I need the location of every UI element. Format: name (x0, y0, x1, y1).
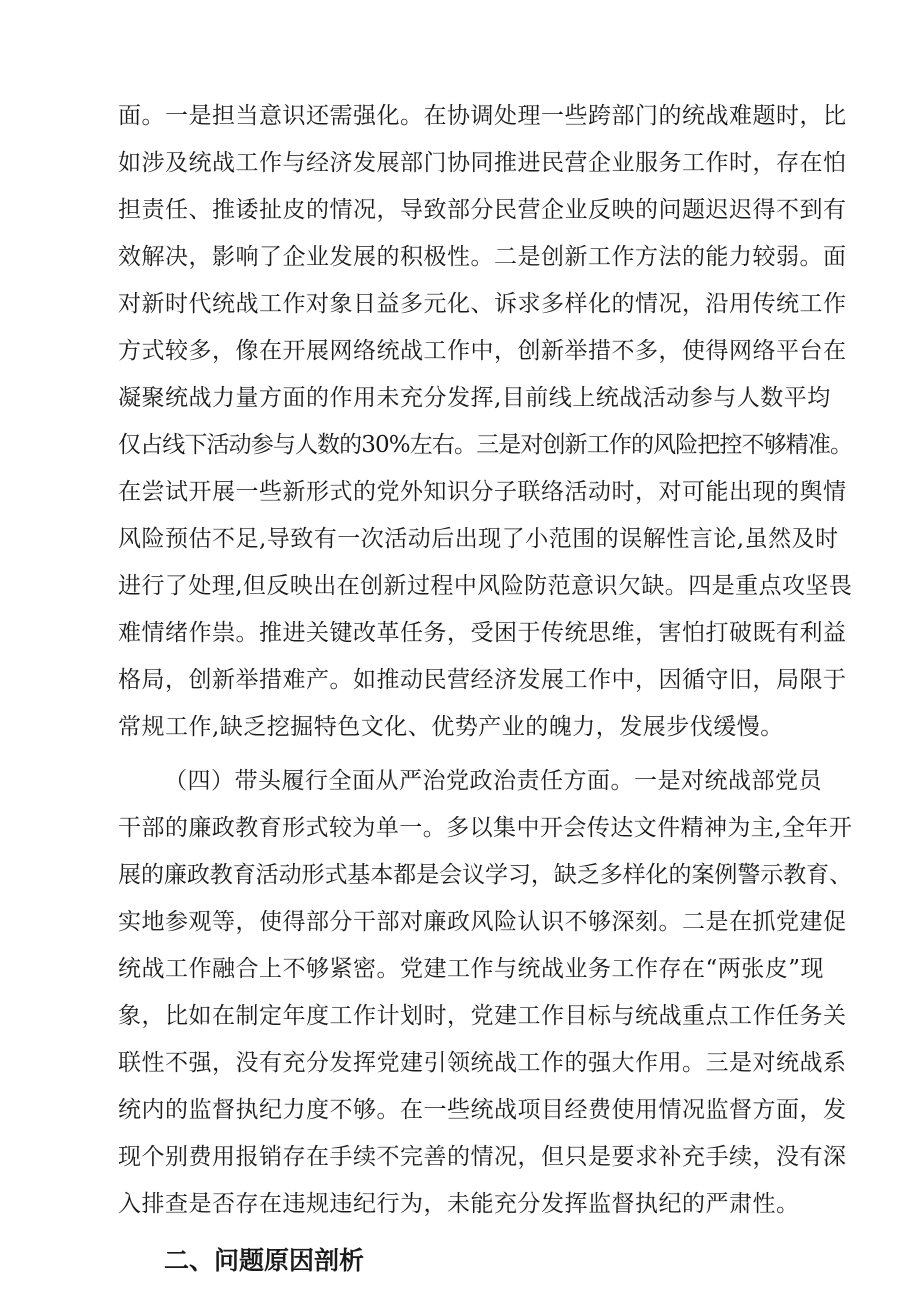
text-line: 现个别费用报销存在手续不完善的情况，但只是要求补充手续，没有深 (118, 1144, 847, 1170)
text-line: 面。一是担当意识还需强化。在协调处理一些跨部门的统战难题时，比 (118, 103, 847, 129)
text-line: 格局，创新举措难产。如推动民营经济发展工作中，因循守旧，局限于 (118, 667, 847, 693)
text-line: 常规工作,缺乏挖掘特色文化、优势产业的魄力，发展步伐缓慢。 (118, 714, 784, 740)
text-line: 担责任、推诿扯皮的情况，导致部分民营企业反映的问题迟迟得不到有 (118, 197, 847, 223)
text-line: 展的廉政教育活动形式基本都是会议学习，缺乏多样化的案例警示教育、 (118, 862, 852, 888)
text-line: 统内的监督执纪力度不够。在一些统战项目经费使用情况监督方面，发 (118, 1097, 847, 1123)
text-line: 方式较多，像在开展网络统战工作中，创新举措不多，使得网络平台在 (118, 338, 847, 364)
text-line: 风险预估不足,导致有一次活动后出现了小范围的误解性言论,虽然及时 (118, 526, 839, 552)
text-line: 凝聚统战力量方面的作用未充分发挥,目前线上统战活动参与人数平均 (118, 385, 831, 411)
text-line: 联性不强，没有充分发挥党建引领统战工作的强大作用。三是对统战系 (118, 1050, 847, 1076)
text-line: 进行了处理,但反映出在创新过程中风险防范意识欠缺。四是重点攻坚畏 (118, 573, 853, 599)
text-line: 统战工作融合上不够紧密。党建工作与统战业务工作存在“两张皮”现 (118, 956, 825, 982)
text-line: 干部的廉政教育形式较为单一。多以集中开会传达文件精神为主,全年开 (118, 815, 853, 841)
text-line: 对新时代统战工作对象日益多元化、诉求多样化的情况，沿用传统工作 (118, 291, 847, 317)
text-line: 效解决，影响了企业发展的积极性。二是创新工作方法的能力较弱。面 (118, 244, 847, 270)
text-line: 仅占线下活动参与人数的30%左右。三是对创新工作的风险把控不够精准。 (118, 432, 853, 458)
text-line: 如涉及统战工作与经济发展部门协同推进民营企业服务工作时，存在怕 (118, 150, 847, 176)
text-line: 象，比如在制定年度工作计划时，党建工作目标与统战重点工作任务关 (118, 1003, 847, 1029)
text-line: 实地参观等，使得部分干部对廉政风险认识不够深刻。二是在抓党建促 (118, 909, 847, 935)
text-line: 难情绪作祟。推进关键改革任务，受困于传统思维，害怕打破既有利益 (118, 620, 847, 646)
text-line: （四）带头履行全面从严治党政治责任方面。一是对统战部党员 (164, 768, 822, 794)
section-heading: 二、问题原因剖析 (164, 1246, 365, 1275)
text-line: 入排查是否存在违规违纪行为，未能充分发挥监督执纪的严肃性。 (118, 1191, 800, 1217)
text-line: 在尝试开展一些新形式的党外知识分子联络活动时，对可能出现的舆情 (118, 479, 847, 505)
